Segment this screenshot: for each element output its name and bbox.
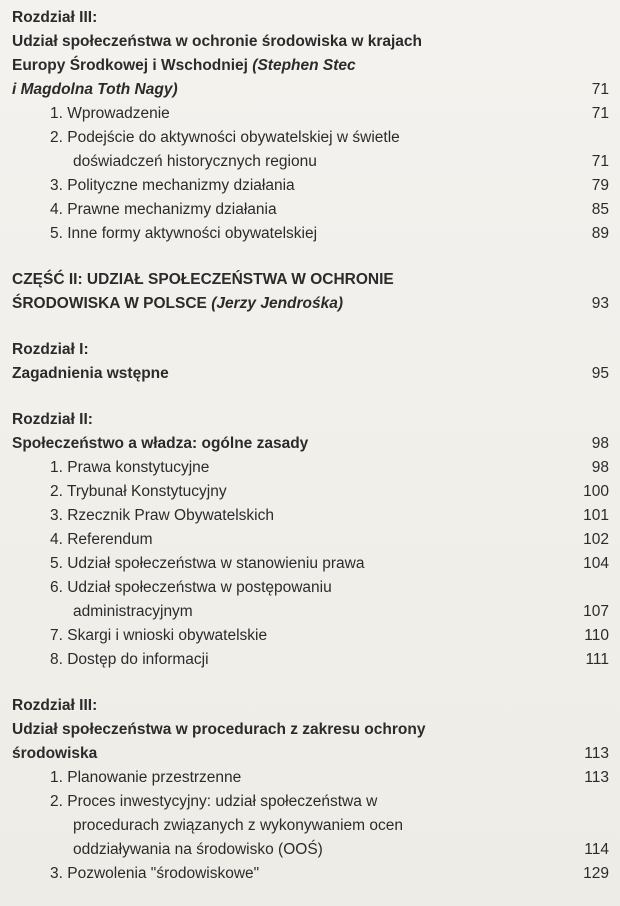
toc-entry-continuation[interactable]: doświadczeń historycznych regionu 71 bbox=[12, 150, 620, 174]
toc-entry[interactable]: 5. Udział społeczeństwa w stanowieniu prawa 104 bbox=[12, 552, 620, 576]
page-number: 98 bbox=[591, 459, 609, 476]
chapter-label: Rozdział III: bbox=[12, 697, 98, 714]
toc-entry[interactable]: 1. Prawa konstytucyjne 98 bbox=[12, 456, 620, 480]
chapter-label: Rozdział III: bbox=[12, 9, 98, 26]
toc-entry-continuation[interactable]: procedurach związanych z wykonywaniem ocen bbox=[73, 817, 403, 834]
chapter-label: Rozdział II: bbox=[12, 411, 93, 428]
page-number: 113 bbox=[584, 769, 609, 786]
page-number: 89 bbox=[591, 225, 609, 242]
toc-entry[interactable]: 2. Proces inwestycyjny: udział społeczeństwa w bbox=[50, 793, 378, 810]
chapter-title-line[interactable]: Społeczeństwo a władza: ogólne zasady 98 bbox=[12, 432, 620, 456]
page-number: 95 bbox=[591, 365, 609, 382]
page-number: 110 bbox=[584, 627, 609, 644]
toc-entry[interactable]: 3. Rzecznik Praw Obywatelskich 101 bbox=[12, 504, 620, 528]
chapter-title-line: Udział społeczeństwa w ochronie środowiska w krajach bbox=[12, 33, 423, 50]
page-number: 85 bbox=[591, 201, 609, 218]
toc-section-rozdzial-1 bbox=[12, 338, 620, 386]
page-number: 71 bbox=[591, 81, 609, 98]
chapter-title-line: Udział społeczeństwa w procedurach z zakresu ochrony bbox=[12, 721, 426, 738]
toc-section-rozdzial-2 bbox=[12, 408, 620, 672]
part-title-line: CZĘŚĆ II: UDZIAŁ SPOŁECZEŃSTWA W OCHRONIE bbox=[12, 271, 394, 288]
page-number: 98 bbox=[591, 435, 609, 452]
toc-entry[interactable]: 3. Pozwolenia "środowiskowe" 129 bbox=[12, 862, 620, 886]
page-number: 107 bbox=[583, 603, 609, 620]
toc-entry[interactable]: 6. Udział społeczeństwa w postępowaniu bbox=[50, 579, 332, 596]
toc-entry[interactable]: 4. Referendum 102 bbox=[12, 528, 620, 552]
toc-entry-continuation[interactable]: administracyjnym 107 bbox=[12, 600, 620, 624]
toc-entry[interactable]: 2. Trybunał Konstytucyjny 100 bbox=[12, 480, 620, 504]
page-number: 93 bbox=[591, 295, 609, 312]
page-number: 104 bbox=[583, 555, 609, 572]
page-number: 114 bbox=[584, 841, 609, 858]
chapter-title-line: Europy Środkowej i Wschodniej (Stephen Stec bbox=[12, 57, 356, 74]
toc-section-rozdzial-3-cee bbox=[12, 6, 620, 246]
page-number: 102 bbox=[583, 531, 609, 548]
page-number: 113 bbox=[584, 745, 609, 762]
chapter-label: Rozdział I: bbox=[12, 341, 89, 358]
toc-section-rozdzial-3-pl bbox=[12, 694, 620, 886]
part-title-line[interactable]: ŚRODOWISKA W POLSCE (Jerzy Jendrośka) 93 bbox=[12, 292, 620, 316]
page-number: 71 bbox=[591, 105, 609, 122]
toc-entry[interactable]: 8. Dostęp do informacji 111 bbox=[12, 648, 620, 672]
toc-entry[interactable]: 1. Planowanie przestrzenne 113 bbox=[12, 766, 620, 790]
toc-entry-continuation[interactable]: oddziaływania na środowisko (OOŚ) 114 bbox=[12, 838, 620, 862]
chapter-title-line[interactable]: Zagadnienia wstępne 95 bbox=[12, 362, 620, 386]
toc-entry[interactable]: 7. Skargi i wnioski obywatelskie 110 bbox=[12, 624, 620, 648]
part-author: (Jerzy Jendrośka) bbox=[211, 295, 344, 312]
page-number: 129 bbox=[583, 865, 609, 882]
toc-entry[interactable]: 1. Wprowadzenie 71 bbox=[12, 102, 620, 126]
toc-entry[interactable]: 2. Podejście do aktywności obywatelskiej w świetle bbox=[50, 129, 400, 146]
chapter-title-line[interactable]: środowiska 113 bbox=[12, 742, 620, 766]
page-number: 111 bbox=[585, 651, 609, 668]
toc-entry[interactable]: 4. Prawne mechanizmy działania 85 bbox=[12, 198, 620, 222]
page-number: 79 bbox=[591, 177, 609, 194]
toc-section-czesc-2 bbox=[12, 268, 620, 316]
chapter-author: (Stephen Stec bbox=[252, 57, 356, 74]
toc-entry[interactable]: 3. Polityczne mechanizmy działania 79 bbox=[12, 174, 620, 198]
page-number: 71 bbox=[591, 153, 609, 170]
toc-entry[interactable]: 5. Inne formy aktywności obywatelskiej 89 bbox=[12, 222, 620, 246]
page-number: 100 bbox=[583, 483, 609, 500]
chapter-title-line bbox=[12, 78, 620, 102]
chapter-author: i Magdolna Toth Nagy) bbox=[12, 81, 178, 98]
page-number: 101 bbox=[583, 507, 609, 524]
